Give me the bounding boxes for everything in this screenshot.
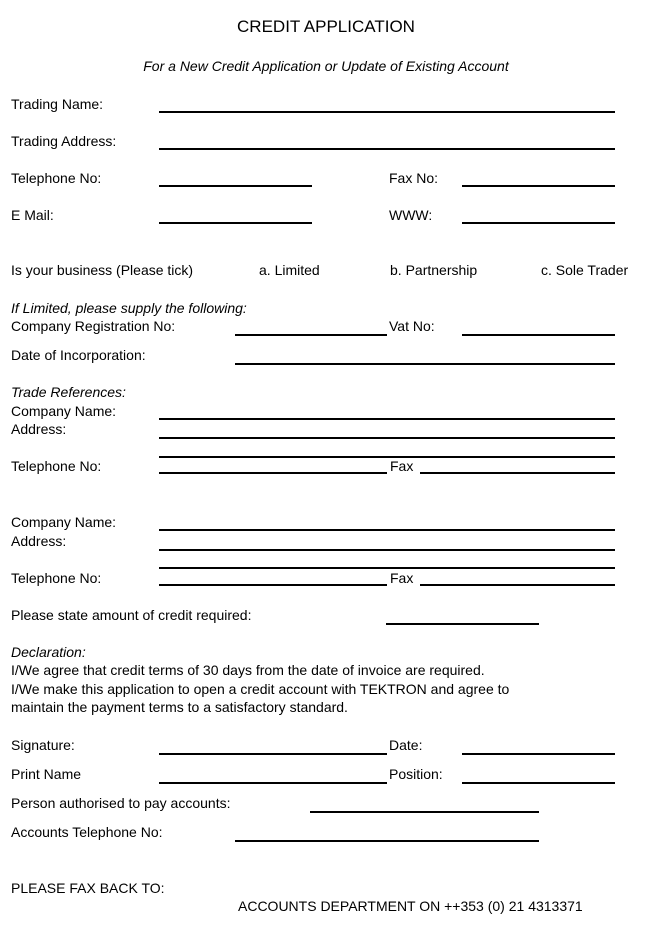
accounts-telephone-field[interactable] [235, 818, 539, 842]
position-label: Position: [389, 766, 443, 782]
authorised-person-field[interactable] [310, 789, 539, 813]
reference-1-fax-field[interactable] [420, 450, 615, 474]
reference-2-address-field[interactable] [159, 527, 615, 551]
credit-amount-label: Please state amount of credit required: [11, 607, 252, 623]
reference-1-telephone-label: Telephone No: [11, 458, 102, 474]
date-field[interactable] [462, 731, 615, 755]
reference-1-company-name-label: Company Name: [11, 403, 117, 419]
telephone-field[interactable] [159, 163, 312, 187]
email-field[interactable] [159, 200, 312, 224]
trade-references-heading: Trade References: [11, 384, 126, 400]
accounts-department-contact: ACCOUNTS DEPARTMENT ON ++353 (0) 21 4313371 [238, 898, 583, 914]
reference-1-address-label: Address: [11, 421, 67, 437]
authorised-person-label: Person authorised to pay accounts: [11, 795, 231, 811]
email-label: E Mail: [11, 207, 54, 223]
form-subtitle: For a New Credit Application or Update of Existing Account [143, 58, 509, 74]
fax-field[interactable] [462, 163, 615, 187]
company-registration-label: Company Registration No: [11, 318, 176, 334]
signature-label: Signature: [11, 737, 75, 753]
declaration-line-3: maintain the payment terms to a satisfactory standard. [11, 699, 348, 715]
business-type-partnership-option[interactable]: b. Partnership [390, 262, 478, 278]
reference-2-telephone-field[interactable] [159, 562, 387, 586]
business-type-sole-trader-option[interactable]: c. Sole Trader [541, 262, 629, 278]
form-title: CREDIT APPLICATION [237, 17, 415, 36]
reference-2-address-label: Address: [11, 533, 67, 549]
www-label: WWW: [389, 207, 433, 223]
trading-address-label: Trading Address: [11, 133, 117, 149]
reference-2-fax-label: Fax [390, 570, 414, 586]
print-name-label: Print Name [11, 766, 82, 782]
vat-field[interactable] [462, 312, 615, 336]
telephone-label: Telephone No: [11, 170, 102, 186]
business-type-question: Is your business (Please tick) [11, 262, 194, 278]
declaration-line-1: I/We agree that credit terms of 30 days from the date of invoice are required. [11, 662, 485, 678]
signature-field[interactable] [159, 731, 387, 755]
vat-label: Vat No: [389, 318, 435, 334]
declaration-heading: Declaration: [11, 644, 86, 660]
reference-2-fax-field[interactable] [420, 562, 615, 586]
reference-1-fax-label: Fax [390, 458, 414, 474]
trading-name-label: Trading Name: [11, 96, 104, 112]
date-label: Date: [389, 737, 423, 753]
position-field[interactable] [462, 760, 615, 784]
incorporation-date-field[interactable] [235, 341, 615, 365]
business-type-limited-option[interactable]: a. Limited [259, 262, 320, 278]
trading-name-field[interactable] [159, 89, 615, 113]
accounts-telephone-label: Accounts Telephone No: [11, 824, 163, 840]
reference-2-company-name-label: Company Name: [11, 514, 117, 530]
limited-heading: If Limited, please supply the following: [11, 300, 247, 316]
reference-2-telephone-label: Telephone No: [11, 570, 102, 586]
credit-amount-field[interactable] [386, 601, 539, 625]
fax-label: Fax No: [389, 170, 439, 186]
print-name-field[interactable] [159, 760, 387, 784]
declaration-line-2: I/We make this application to open a credit account with TEKTRON and agree to [11, 681, 510, 697]
reference-1-telephone-field[interactable] [159, 450, 387, 474]
www-field[interactable] [462, 200, 615, 224]
incorporation-date-label: Date of Incorporation: [11, 347, 146, 363]
reference-1-address-field[interactable] [159, 415, 615, 439]
company-registration-field[interactable] [235, 312, 387, 336]
trading-address-field[interactable] [159, 126, 615, 150]
fax-back-instruction: PLEASE FAX BACK TO: [11, 880, 165, 896]
